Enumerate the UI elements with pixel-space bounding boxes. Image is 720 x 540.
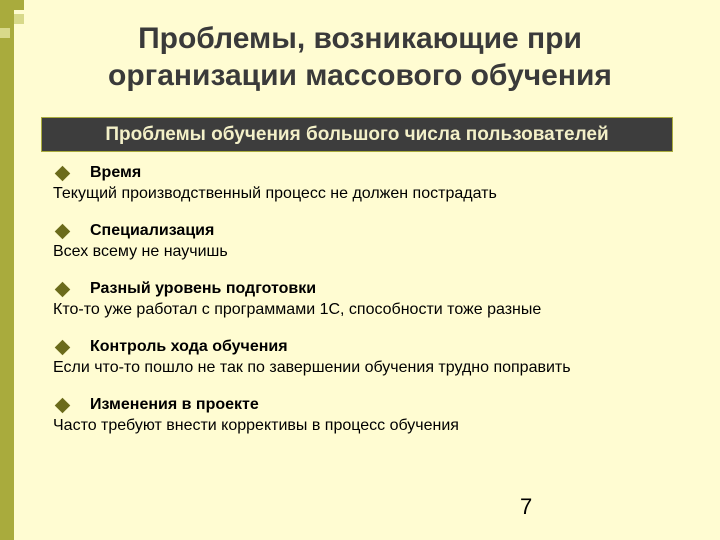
problem-list bbox=[53, 163, 693, 453]
diamond-bullet-icon bbox=[55, 223, 71, 239]
diamond-bullet-icon bbox=[55, 281, 71, 297]
title-line-2: организации массового обучения bbox=[108, 59, 612, 92]
diamond-bullet-icon bbox=[55, 339, 71, 355]
diamond-bullet-icon bbox=[55, 165, 71, 181]
item-description: Всех всему не научишь bbox=[53, 243, 228, 260]
item-description: Кто-то уже работал с программами 1С, способности тоже разные bbox=[53, 301, 542, 318]
item-description: Текущий производственный процесс не должен пострадать bbox=[53, 185, 497, 202]
item-heading: Изменения в проекте bbox=[90, 396, 259, 413]
title-line-1: Проблемы, возникающие при bbox=[138, 22, 582, 55]
item-heading: Контроль хода обучения bbox=[90, 338, 288, 355]
list-item bbox=[53, 221, 693, 261]
slide-title bbox=[40, 20, 680, 94]
item-description: Часто требуют внести коррективы в процесс обучения bbox=[53, 417, 459, 434]
diamond-bullet-icon bbox=[55, 397, 71, 413]
list-item bbox=[53, 279, 693, 319]
item-heading: Специализация bbox=[90, 222, 215, 239]
item-heading: Время bbox=[90, 164, 142, 181]
subtitle-banner: Проблемы обучения большого числа пользователей bbox=[41, 117, 673, 152]
decorative-squares bbox=[0, 0, 24, 100]
list-item bbox=[53, 395, 693, 435]
list-item bbox=[53, 337, 693, 377]
page-number: 7 bbox=[520, 494, 533, 519]
item-description: Если что-то пошло не так по завершении обучения трудно поправить bbox=[53, 359, 571, 376]
decor-square bbox=[0, 28, 10, 38]
list-item bbox=[53, 163, 693, 203]
decor-square bbox=[14, 14, 24, 24]
decor-square bbox=[14, 0, 24, 10]
item-heading: Разный уровень подготовки bbox=[90, 280, 317, 297]
